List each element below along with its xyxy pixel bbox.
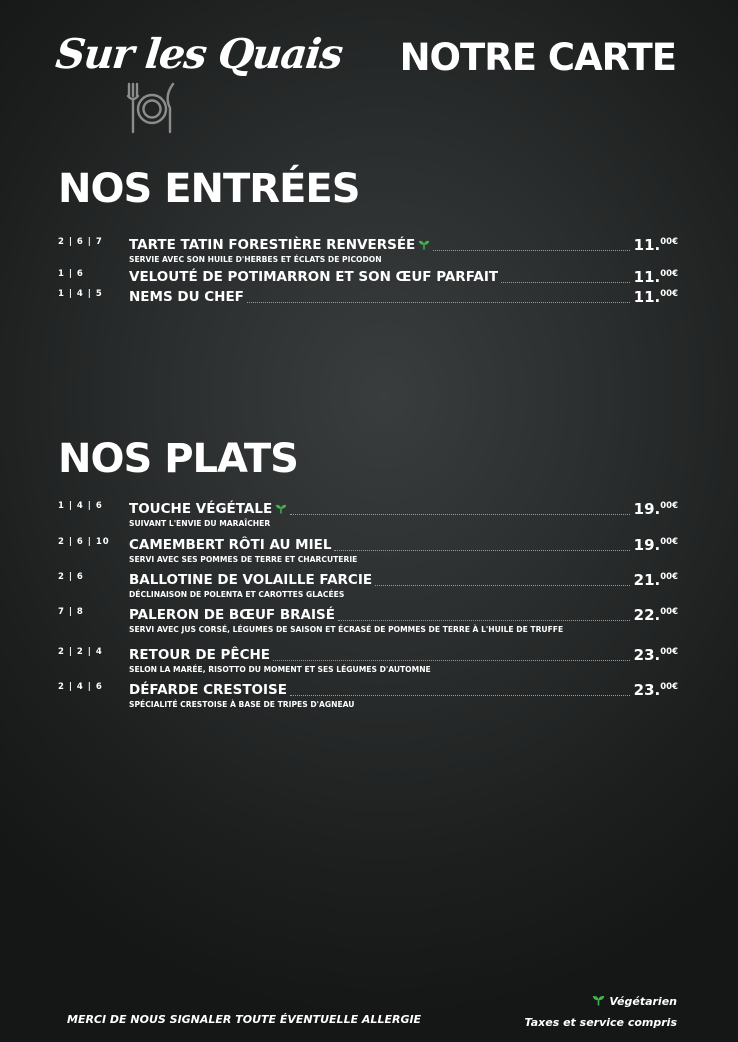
menu-item (58, 498, 678, 529)
dish-name (129, 289, 244, 306)
dish-description: SPÉCIALITÉ CRESTOISE À BASE DE TRIPES D'AGNEAU (129, 700, 355, 709)
allergen-codes: 2 | 6 | 10 (58, 537, 110, 547)
menu-item (58, 569, 678, 600)
dotted-leader (290, 514, 629, 515)
dish-price (634, 266, 678, 286)
menu-item (58, 286, 678, 306)
price-main: 11. (633, 236, 661, 254)
price-cents: 00€ (660, 237, 678, 247)
plate-and-cutlery-icon (124, 82, 180, 136)
menu-item (58, 266, 678, 286)
dish-name-text: BALLOTINE DE VOLAILLE FARCIE (129, 572, 373, 588)
dish-name-text: NEMS DU CHEF (129, 289, 244, 305)
menu-title: NOTRE CARTE (399, 36, 676, 79)
dotted-leader (247, 302, 630, 303)
dotted-leader (375, 585, 630, 586)
dish-price (634, 534, 678, 554)
allergen-codes: 1 | 6 (58, 269, 84, 279)
menu-item (58, 234, 678, 265)
dish-name-text: DÉFARDE CRESTOISE (129, 682, 287, 698)
dotted-leader (290, 695, 630, 696)
dotted-leader (433, 250, 629, 251)
vegetarian-legend (525, 991, 677, 1012)
dish-name-text: VELOUTÉ DE POTIMARRON ET SON ŒUF PARFAIT (129, 269, 499, 285)
price-main: 19. (633, 536, 661, 554)
allergen-codes: 2 | 6 (58, 572, 84, 582)
section-title-entrees: NOS ENTRÉES (58, 166, 360, 212)
allergen-codes: 2 | 4 | 6 (58, 682, 103, 692)
sprout-icon (592, 995, 605, 1006)
dotted-leader (273, 660, 630, 661)
price-main: 22. (633, 606, 661, 624)
footer-legend (525, 991, 677, 1033)
price-cents: 00€ (660, 572, 678, 582)
price-main: 23. (633, 681, 661, 699)
taxes-notice: Taxes et service compris (524, 1016, 677, 1029)
price-cents: 00€ (660, 501, 678, 511)
dish-description: SUIVANT L'ENVIE DU MARAÎCHER (129, 519, 271, 528)
dish-name (129, 572, 372, 589)
allergen-codes: 1 | 4 | 6 (58, 501, 103, 511)
dish-name-text: TARTE TATIN FORESTIÈRE RENVERSÉE (129, 237, 416, 253)
section-title-plats: NOS PLATS (58, 436, 298, 482)
dish-description: SERVI AVEC JUS CORSÉ, LÉGUMES DE SAISON ET ÉCRASÉ DE POMMES DE TERRE À L'HUILE DE TRUFFE (129, 625, 564, 634)
price-cents: 00€ (660, 289, 678, 299)
dish-name-text: CAMEMBERT RÔTI AU MIEL (129, 537, 332, 553)
price-cents: 00€ (660, 607, 678, 617)
dish-price (634, 604, 678, 624)
dish-name (129, 537, 331, 554)
price-cents: 00€ (660, 647, 678, 657)
menu-item (58, 679, 678, 710)
dotted-leader (501, 282, 630, 283)
price-cents: 00€ (660, 269, 678, 279)
dish-name-text: PALERON DE BŒUF BRAISÉ (129, 607, 335, 623)
brand-name: Sur les Quais (53, 30, 345, 78)
price-cents: 00€ (660, 682, 678, 692)
allergen-codes: 2 | 2 | 4 (58, 647, 103, 657)
dish-price (634, 234, 678, 254)
price-main: 19. (633, 500, 661, 518)
dish-price (634, 644, 678, 664)
dish-price (634, 569, 678, 589)
dish-description: SERVIE AVEC SON HUILE D'HERBES ET ÉCLATS DE PICODON (129, 255, 382, 264)
dish-price (634, 286, 678, 306)
price-main: 11. (633, 268, 661, 286)
allergy-notice: MERCI DE NOUS SIGNALER TOUTE ÉVENTUELLE ALLERGIE (67, 1013, 422, 1026)
dish-name-text: TOUCHE VÉGÉTALE (129, 501, 273, 517)
dish-description: DÉCLINAISON DE POLENTA ET CAROTTES GLACÉES (129, 590, 345, 599)
dish-name (129, 501, 287, 518)
menu-item (58, 604, 678, 635)
price-main: 21. (633, 571, 661, 589)
vegetarian-sprout-icon (275, 504, 287, 514)
dotted-leader (338, 620, 630, 621)
dish-price (634, 498, 678, 518)
vegetarian-legend-label: Végétarien (609, 995, 677, 1008)
dish-name (129, 682, 287, 699)
price-main: 11. (633, 288, 661, 306)
dish-name-text: RETOUR DE PÊCHE (129, 647, 271, 663)
dish-name (129, 269, 498, 286)
price-cents: 00€ (660, 537, 678, 547)
menu-item (58, 644, 678, 675)
dish-name (129, 237, 430, 254)
dish-description: SELON LA MARÉE, RISOTTO DU MOMENT ET SES LÉGUMES D'AUTOMNE (129, 665, 431, 674)
brand-logo (53, 28, 345, 140)
vegetarian-sprout-icon (418, 240, 430, 250)
price-main: 23. (633, 646, 661, 664)
dotted-leader (334, 550, 629, 551)
allergen-codes: 2 | 6 | 7 (58, 237, 103, 247)
allergen-codes: 7 | 8 (58, 607, 84, 617)
dish-description: SERVI AVEC SES POMMES DE TERRE ET CHARCUTERIE (129, 555, 358, 564)
allergen-codes: 1 | 4 | 5 (58, 289, 103, 299)
dish-name (129, 647, 270, 664)
dish-name (129, 607, 335, 624)
menu-item (58, 534, 678, 565)
dish-price (634, 679, 678, 699)
